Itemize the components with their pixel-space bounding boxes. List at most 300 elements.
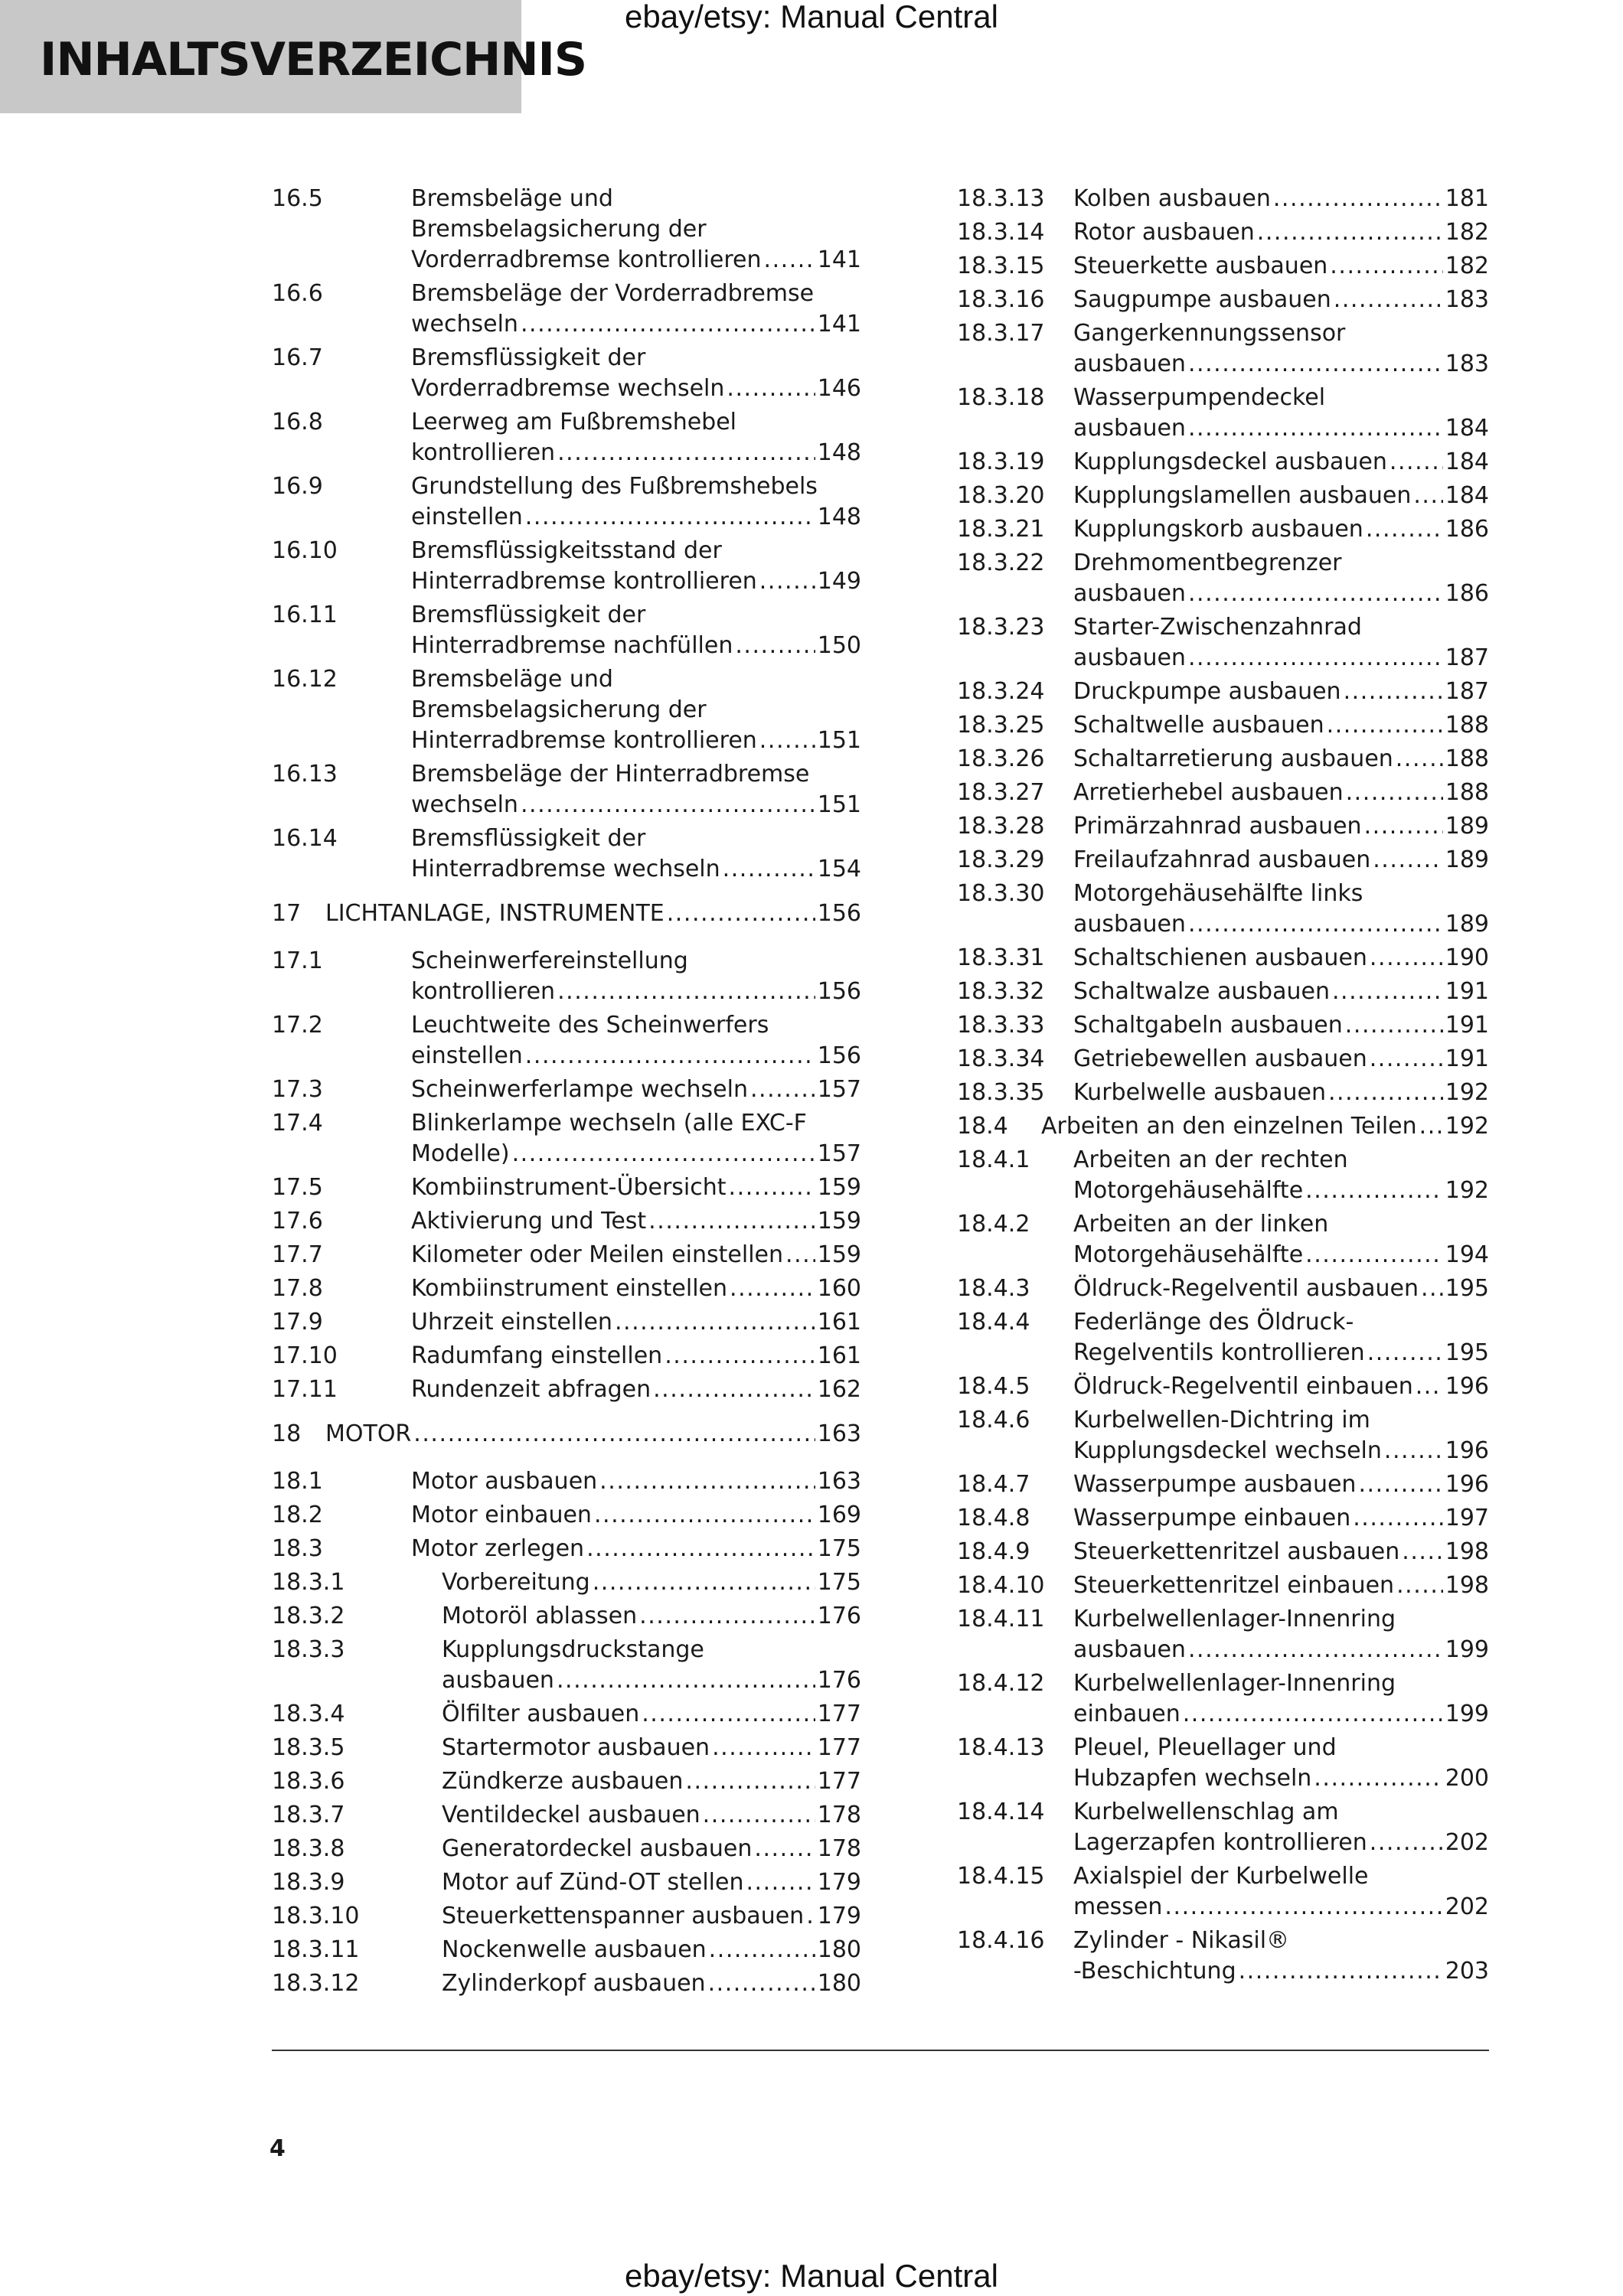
toc-entry[interactable] xyxy=(272,1108,861,1169)
toc-entry-title: Vorbereitung xyxy=(442,1569,590,1596)
toc-entry[interactable] xyxy=(957,1861,1489,1923)
toc-entry-number: 17.5 xyxy=(272,1174,323,1201)
toc-entry[interactable] xyxy=(957,1044,1489,1075)
toc-entry[interactable] xyxy=(957,677,1489,707)
toc-entry-number: 16.7 xyxy=(272,344,323,371)
toc-entry-title-line: Bremsbeläge und xyxy=(411,666,613,693)
toc-entry[interactable] xyxy=(272,1935,861,1965)
toc-entry-title: Hinterradbremse wechseln xyxy=(411,856,720,882)
toc-entry[interactable] xyxy=(957,1010,1489,1041)
toc-entry[interactable] xyxy=(272,1240,861,1270)
toc-entry[interactable] xyxy=(272,1867,861,1898)
toc-column-left xyxy=(272,184,861,2002)
toc-entry-title: Zündkerze ausbauen xyxy=(442,1768,684,1795)
toc-entry-number: 18.3.20 xyxy=(957,482,1045,509)
toc-entry-number: 16.8 xyxy=(272,409,323,435)
toc-entry[interactable] xyxy=(957,1570,1489,1601)
toc-entry[interactable] xyxy=(272,1375,861,1405)
toc-entry-number: 18 xyxy=(272,1420,302,1447)
toc-entry-page: 196 xyxy=(1445,1437,1489,1464)
toc-entry-title-line: Axialspiel der Kurbelwelle xyxy=(1073,1863,1369,1890)
toc-entry[interactable] xyxy=(272,1766,861,1797)
toc-entry-page: 182 xyxy=(1445,253,1489,279)
toc-entry[interactable] xyxy=(957,447,1489,478)
toc-entry-title-line: Wasserpumpendeckel xyxy=(1073,384,1326,411)
toc-entry-title: Kombiinstrument einstellen xyxy=(411,1275,728,1302)
toc-entry[interactable] xyxy=(272,536,861,597)
toc-entry-title: Motor zerlegen xyxy=(411,1535,585,1562)
toc-entry-number: 18.4.9 xyxy=(957,1538,1030,1565)
toc-entry[interactable] xyxy=(272,759,861,820)
toc-entry-number: 18.3.35 xyxy=(957,1079,1045,1106)
toc-entry-page: 190 xyxy=(1445,944,1489,971)
toc-entry[interactable] xyxy=(272,600,861,661)
toc-entry-page: 150 xyxy=(817,632,861,659)
toc-entry-title: Modelle) xyxy=(411,1140,510,1167)
dot-leader xyxy=(752,1834,815,1864)
toc-entry-number: 17.3 xyxy=(272,1076,323,1103)
toc-column-right xyxy=(957,184,1489,1990)
toc-entry-page: 157 xyxy=(817,1076,861,1103)
toc-entry[interactable] xyxy=(957,383,1489,444)
dot-leader xyxy=(1387,447,1443,478)
dot-leader xyxy=(665,899,815,929)
toc-entry[interactable] xyxy=(272,1968,861,1999)
toc-entry-title: Kupplungslamellen ausbauen xyxy=(1073,482,1412,509)
toc-entry-title: Primärzahnrad ausbauen xyxy=(1073,813,1362,840)
toc-entry-title: Öldruck-Regelventil ausbauen xyxy=(1073,1275,1419,1302)
toc-entry-number: 16.11 xyxy=(272,602,338,628)
dot-leader xyxy=(710,1733,815,1763)
toc-entry-title: Motor auf Zünd-OT stellen xyxy=(442,1869,744,1896)
toc-entry[interactable] xyxy=(957,1668,1489,1730)
toc-entry-page: 188 xyxy=(1445,712,1489,739)
toc-entry-title: ausbauen xyxy=(1073,580,1186,607)
toc-entry[interactable] xyxy=(957,1797,1489,1858)
toc-entry[interactable] xyxy=(272,1500,861,1531)
dot-leader xyxy=(1327,251,1443,282)
toc-entry-title: wechseln xyxy=(411,791,518,818)
toc-entry[interactable] xyxy=(272,1534,861,1564)
dot-leader xyxy=(592,1500,815,1531)
dot-leader xyxy=(1344,778,1443,808)
toc-entry-title-line: Kurbelwellenschlag am xyxy=(1073,1799,1339,1825)
dot-leader xyxy=(1341,677,1443,707)
toc-entry[interactable] xyxy=(272,1901,861,1932)
toc-entry[interactable] xyxy=(957,285,1489,315)
toc-entry-title: Scheinwerferlampe wechseln xyxy=(411,1076,748,1103)
toc-entry-page: 151 xyxy=(817,727,861,754)
toc-entry-number: 17.4 xyxy=(272,1110,323,1137)
toc-entry[interactable] xyxy=(957,1078,1489,1108)
dot-leader xyxy=(637,1601,815,1632)
toc-entry-title: ausbauen xyxy=(442,1667,554,1694)
toc-entry[interactable] xyxy=(272,1800,861,1831)
dot-leader xyxy=(1186,413,1443,444)
toc-entry-page: 188 xyxy=(1445,779,1489,806)
toc-entry-title-line: Arbeiten an der rechten xyxy=(1073,1146,1348,1173)
toc-entry[interactable] xyxy=(957,1209,1489,1270)
toc-entry-number: 17.2 xyxy=(272,1012,323,1039)
toc-entry-page: 177 xyxy=(817,1701,861,1727)
dot-leader xyxy=(1367,1044,1443,1075)
toc-entry-page: 192 xyxy=(1445,1079,1489,1106)
toc-entry-title-line: Gangerkennungssensor xyxy=(1073,320,1346,347)
toc-entry-page: 141 xyxy=(817,311,861,338)
toc-entry-page: 163 xyxy=(817,1420,861,1447)
toc-entry[interactable] xyxy=(957,1469,1489,1500)
toc-entry-page: 148 xyxy=(817,504,861,530)
toc-entry-page: 202 xyxy=(1445,1893,1489,1920)
toc-entry-page: 188 xyxy=(1445,745,1489,772)
toc-entry-title: Generatordeckel ausbauen xyxy=(442,1835,753,1862)
toc-entry-title: Startermotor ausbauen xyxy=(442,1734,710,1761)
toc-entry[interactable] xyxy=(957,1111,1489,1142)
toc-entry-number: 18.4.6 xyxy=(957,1407,1030,1433)
toc-entry[interactable] xyxy=(272,1699,861,1730)
toc-entry-title: Aktivierung und Test xyxy=(411,1208,647,1234)
toc-entry-page: 176 xyxy=(817,1667,861,1694)
toc-entry[interactable] xyxy=(272,1075,861,1105)
toc-entry-page: 187 xyxy=(1445,644,1489,671)
toc-entry-number: 18.4.7 xyxy=(957,1471,1030,1498)
toc-entry-page: 148 xyxy=(817,439,861,466)
toc-entry-title: Kilometer oder Meilen einstellen xyxy=(411,1241,784,1268)
toc-entry[interactable] xyxy=(957,612,1489,673)
dot-leader xyxy=(1186,349,1443,380)
toc-entry[interactable] xyxy=(957,879,1489,940)
dot-leader xyxy=(651,1375,815,1405)
toc-entry-title: Zylinderkopf ausbauen xyxy=(442,1970,706,1997)
toc-entry-title: messen xyxy=(1073,1893,1163,1920)
toc-entry-title-line: Federlänge des Öldruck- xyxy=(1073,1309,1354,1336)
toc-entry-title: Lagerzapfen kontrollieren xyxy=(1073,1829,1367,1856)
toc-entry-title: Steuerkettenspanner ausbauen xyxy=(442,1903,805,1929)
toc-entry-title: Kurbelwelle ausbauen xyxy=(1073,1079,1326,1106)
toc-entry-number: 18.3.2 xyxy=(272,1603,345,1629)
dot-leader xyxy=(1303,1176,1443,1206)
toc-entry-page: 162 xyxy=(817,1376,861,1403)
toc-entry-page: 157 xyxy=(817,1140,861,1167)
toc-entry-page: 199 xyxy=(1445,1701,1489,1727)
toc-entry[interactable] xyxy=(272,1601,861,1632)
toc-entry[interactable] xyxy=(957,1145,1489,1206)
dot-leader xyxy=(727,1172,815,1203)
toc-entry-title: Rundenzeit abfragen xyxy=(411,1376,651,1403)
toc-entry[interactable] xyxy=(957,1405,1489,1466)
dot-leader xyxy=(518,309,815,340)
toc-entry-number: 18.4.2 xyxy=(957,1211,1030,1238)
toc-entry[interactable] xyxy=(957,845,1489,876)
toc-entry-page: 156 xyxy=(817,900,861,927)
toc-entry-title: LICHTANLAGE, INSTRUMENTE xyxy=(325,900,665,927)
dot-leader xyxy=(1356,1469,1443,1500)
toc-entry-number: 18.4.10 xyxy=(957,1572,1045,1599)
toc-entry-page: 186 xyxy=(1445,580,1489,607)
toc-entry-title: ausbauen xyxy=(1073,911,1186,938)
toc-entry[interactable] xyxy=(957,1503,1489,1534)
toc-entry-number: 18.3.12 xyxy=(272,1970,360,1997)
toc-entry-title-line: Arbeiten an der linken xyxy=(1073,1211,1329,1238)
toc-entry-title: Druckpumpe ausbauen xyxy=(1073,678,1341,705)
toc-entry-page: 161 xyxy=(817,1342,861,1369)
toc-entry[interactable] xyxy=(957,811,1489,842)
toc-entry-page: 149 xyxy=(817,568,861,595)
toc-entry-title: einstellen xyxy=(411,504,523,530)
toc-entry-title: Steuerkette ausbauen xyxy=(1073,253,1328,279)
toc-entry[interactable] xyxy=(272,1341,861,1371)
toc-entry-page: 192 xyxy=(1445,1177,1489,1204)
toc-entry-page: 186 xyxy=(1445,516,1489,543)
dot-leader xyxy=(1331,285,1443,315)
toc-entry-number: 18.4.16 xyxy=(957,1927,1045,1954)
toc-entry-title-line: Kurbelwellenlager-Innenring xyxy=(1073,1670,1396,1697)
toc-entry[interactable] xyxy=(957,548,1489,609)
toc-entry[interactable] xyxy=(957,1371,1489,1402)
toc-entry[interactable] xyxy=(272,279,861,340)
dot-leader xyxy=(706,1968,815,1999)
toc-entry[interactable] xyxy=(272,1466,861,1497)
dot-leader xyxy=(584,1534,815,1564)
dot-leader xyxy=(411,1419,815,1450)
toc-entry[interactable] xyxy=(957,1604,1489,1665)
dot-leader xyxy=(1186,1635,1443,1665)
dot-leader xyxy=(554,1665,815,1696)
toc-entry-title: ausbauen xyxy=(1073,415,1186,442)
toc-entry-number: 18.3.29 xyxy=(957,846,1045,873)
toc-entry-number: 18.3.33 xyxy=(957,1012,1045,1039)
toc-entry[interactable] xyxy=(272,899,861,929)
toc-entry-number: 18.4.3 xyxy=(957,1275,1030,1302)
toc-entry-page: 198 xyxy=(1445,1538,1489,1565)
toc-entry-number: 18.3.21 xyxy=(957,516,1045,543)
dot-leader xyxy=(724,373,815,404)
toc-entry[interactable] xyxy=(957,1307,1489,1368)
toc-entry-number: 17 xyxy=(272,900,302,927)
toc-entry-title-line: Bremsbeläge der Vorderradbremse xyxy=(411,280,815,307)
toc-entry-page: 195 xyxy=(1445,1275,1489,1302)
toc-entry[interactable] xyxy=(272,1419,861,1450)
toc-entry[interactable] xyxy=(272,407,861,468)
toc-entry[interactable] xyxy=(957,514,1489,545)
toc-entry-page: 200 xyxy=(1445,1765,1489,1792)
watermark-top: ebay/etsy: Manual Central xyxy=(625,0,998,34)
toc-entry[interactable] xyxy=(272,1010,861,1071)
toc-entry-number: 18.3.23 xyxy=(957,614,1045,641)
toc-entry-title: Steuerkettenritzel einbauen xyxy=(1073,1572,1395,1599)
toc-entry[interactable] xyxy=(272,1172,861,1203)
toc-entry[interactable] xyxy=(957,481,1489,511)
footer-divider xyxy=(272,2050,1489,2051)
toc-entry-number: 18.3.27 xyxy=(957,779,1045,806)
toc-entry-title: MOTOR xyxy=(325,1420,412,1447)
toc-entry[interactable] xyxy=(957,943,1489,974)
dot-leader xyxy=(523,1041,815,1071)
toc-entry-title: Radumfang einstellen xyxy=(411,1342,663,1369)
toc-entry-title: Kolben ausbauen xyxy=(1073,185,1271,212)
toc-entry-title: Uhrzeit einstellen xyxy=(411,1309,612,1336)
dot-leader xyxy=(1411,481,1443,511)
toc-entry-title-line: Bremsbelagsicherung der xyxy=(411,216,707,243)
toc-entry-number: 18.3.3 xyxy=(272,1636,345,1663)
toc-entry-number: 16.6 xyxy=(272,280,323,307)
toc-entry-number: 17.1 xyxy=(272,947,323,974)
toc-entry-title-line: Grundstellung des Fußbremshebels xyxy=(411,473,818,500)
toc-entry-page: 160 xyxy=(817,1275,861,1302)
toc-entry-page: 182 xyxy=(1445,219,1489,246)
toc-entry[interactable] xyxy=(957,318,1489,380)
toc-entry-number: 18.2 xyxy=(272,1502,323,1528)
toc-entry-page: 183 xyxy=(1445,351,1489,377)
toc-entry-number: 18.4.15 xyxy=(957,1863,1045,1890)
toc-entry-number: 17.11 xyxy=(272,1376,338,1403)
toc-entry-number: 16.13 xyxy=(272,761,338,788)
dot-leader xyxy=(555,438,815,468)
dot-leader xyxy=(1181,1699,1443,1730)
dot-leader xyxy=(518,790,815,820)
toc-entry[interactable] xyxy=(272,1274,861,1304)
dot-leader xyxy=(804,1901,815,1932)
dot-leader xyxy=(1399,1537,1443,1567)
toc-entry-number: 18.3.30 xyxy=(957,880,1045,907)
dot-leader xyxy=(1326,1078,1443,1108)
dot-leader xyxy=(1350,1503,1443,1534)
toc-entry[interactable] xyxy=(272,664,861,756)
toc-entry-title: Motorgehäusehälfte xyxy=(1073,1241,1304,1268)
dot-leader xyxy=(523,502,815,533)
toc-entry-number: 18.3.15 xyxy=(957,253,1045,279)
toc-entry[interactable] xyxy=(957,1733,1489,1794)
dot-leader xyxy=(733,631,815,661)
toc-entry-number: 18.3.13 xyxy=(957,185,1045,212)
toc-entry-number: 18.3.26 xyxy=(957,745,1045,772)
toc-entry[interactable] xyxy=(957,217,1489,248)
dot-leader xyxy=(1186,909,1443,940)
toc-entry-title: Saugpumpe ausbauen xyxy=(1073,286,1331,313)
toc-entry[interactable] xyxy=(957,251,1489,282)
dot-leader xyxy=(1363,514,1443,545)
dot-leader xyxy=(1419,1274,1443,1304)
dot-leader xyxy=(646,1206,815,1237)
toc-entry-page: 184 xyxy=(1445,448,1489,475)
toc-entry[interactable] xyxy=(272,184,861,276)
toc-entry-page: 189 xyxy=(1445,813,1489,840)
toc-entry-title-line: Bremsflüssigkeit der xyxy=(411,602,646,628)
toc-entry-page: 191 xyxy=(1445,1012,1489,1039)
toc-entry-title: Schaltwelle ausbauen xyxy=(1073,712,1324,739)
toc-entry-title: Hinterradbremse kontrollieren xyxy=(411,568,757,595)
toc-entry[interactable] xyxy=(272,823,861,885)
toc-entry-title-line: Bremsflüssigkeitsstand der xyxy=(411,537,722,564)
dot-leader xyxy=(662,1341,815,1371)
dot-leader xyxy=(510,1139,815,1169)
toc-entry-page: 151 xyxy=(817,791,861,818)
toc-entry-title: -Beschichtung xyxy=(1073,1958,1236,1985)
dot-leader xyxy=(1186,643,1443,673)
toc-entry-page: 178 xyxy=(817,1802,861,1828)
toc-entry-page: 187 xyxy=(1445,678,1489,705)
toc-entry-number: 17.6 xyxy=(272,1208,323,1234)
toc-entry-number: 18.3.1 xyxy=(272,1569,345,1596)
toc-entry-page: 176 xyxy=(817,1603,861,1629)
watermark-bottom: ebay/etsy: Manual Central xyxy=(625,2258,998,2294)
dot-leader xyxy=(1382,1436,1443,1466)
toc-entry-title: Regelventils kontrollieren xyxy=(1073,1339,1365,1366)
toc-entry-title: Motoröl ablassen xyxy=(442,1603,638,1629)
toc-entry-title: Kupplungsdeckel wechseln xyxy=(1073,1437,1382,1464)
toc-entry-number: 18.3.10 xyxy=(272,1903,360,1929)
toc-entry[interactable] xyxy=(957,184,1489,214)
toc-entry[interactable] xyxy=(957,778,1489,808)
dot-leader xyxy=(1367,1828,1443,1858)
toc-entry-number: 18.3.28 xyxy=(957,813,1045,840)
toc-entry[interactable] xyxy=(272,1307,861,1338)
toc-entry-title: Kombiinstrument-Übersicht xyxy=(411,1174,727,1201)
toc-entry-title: ausbauen xyxy=(1073,351,1186,377)
dot-leader xyxy=(1271,184,1443,214)
toc-entry[interactable] xyxy=(957,977,1489,1007)
toc-entry-page: 159 xyxy=(817,1208,861,1234)
toc-entry[interactable] xyxy=(272,343,861,404)
toc-entry-page: 199 xyxy=(1445,1636,1489,1663)
toc-entry[interactable] xyxy=(957,744,1489,775)
toc-entry-page: 179 xyxy=(817,1903,861,1929)
toc-entry-title-line: Bremsbelagsicherung der xyxy=(411,696,707,723)
toc-entry-number: 18.3.11 xyxy=(272,1936,360,1963)
toc-entry-title: ausbauen xyxy=(1073,644,1186,671)
toc-entry-page: 197 xyxy=(1445,1505,1489,1531)
toc-entry[interactable] xyxy=(272,471,861,533)
toc-entry-number: 16.12 xyxy=(272,666,338,693)
toc-entry-page: 156 xyxy=(817,978,861,1005)
toc-entry-page: 175 xyxy=(817,1535,861,1562)
page-title: INHALTSVERZEICHNIS xyxy=(40,33,587,86)
dot-leader xyxy=(1367,943,1443,974)
toc-entry-title: Vorderradbremse wechseln xyxy=(411,375,725,402)
toc-entry[interactable] xyxy=(272,1635,861,1696)
toc-entry-number: 18.3.9 xyxy=(272,1869,345,1896)
toc-entry-title-line: Kurbelwellenlager-Innenring xyxy=(1073,1606,1396,1632)
toc-entry-number: 18.3.32 xyxy=(957,978,1045,1005)
toc-entry[interactable] xyxy=(272,1834,861,1864)
toc-entry-title: Getriebewellen ausbauen xyxy=(1073,1045,1367,1072)
dot-leader xyxy=(748,1075,815,1105)
toc-entry[interactable] xyxy=(272,1206,861,1237)
toc-entry-title: Wasserpumpe einbauen xyxy=(1073,1505,1351,1531)
toc-entry-number: 18.3 xyxy=(272,1535,323,1562)
toc-entry[interactable] xyxy=(957,710,1489,741)
toc-entry-page: 175 xyxy=(817,1569,861,1596)
toc-entry-number: 18.3.8 xyxy=(272,1835,345,1862)
toc-entry[interactable] xyxy=(957,1274,1489,1304)
toc-entry[interactable] xyxy=(272,1733,861,1763)
toc-entry-number: 18.3.22 xyxy=(957,550,1045,576)
toc-entry-title: Freilaufzahnrad ausbauen xyxy=(1073,846,1371,873)
toc-entry-number: 16.14 xyxy=(272,825,338,852)
dot-leader xyxy=(683,1766,815,1797)
toc-entry[interactable] xyxy=(272,1567,861,1598)
toc-entry-number: 18.3.19 xyxy=(957,448,1045,475)
dot-leader xyxy=(555,977,815,1007)
toc-entry-number: 17.9 xyxy=(272,1309,323,1336)
toc-entry[interactable] xyxy=(957,1537,1489,1567)
dot-leader xyxy=(707,1935,815,1965)
dot-leader xyxy=(1303,1240,1443,1270)
dot-leader xyxy=(1365,1338,1443,1368)
toc-entry[interactable] xyxy=(272,946,861,1007)
toc-entry-title-line: Drehmomentbegrenzer xyxy=(1073,550,1342,576)
toc-entry[interactable] xyxy=(957,1926,1489,1987)
